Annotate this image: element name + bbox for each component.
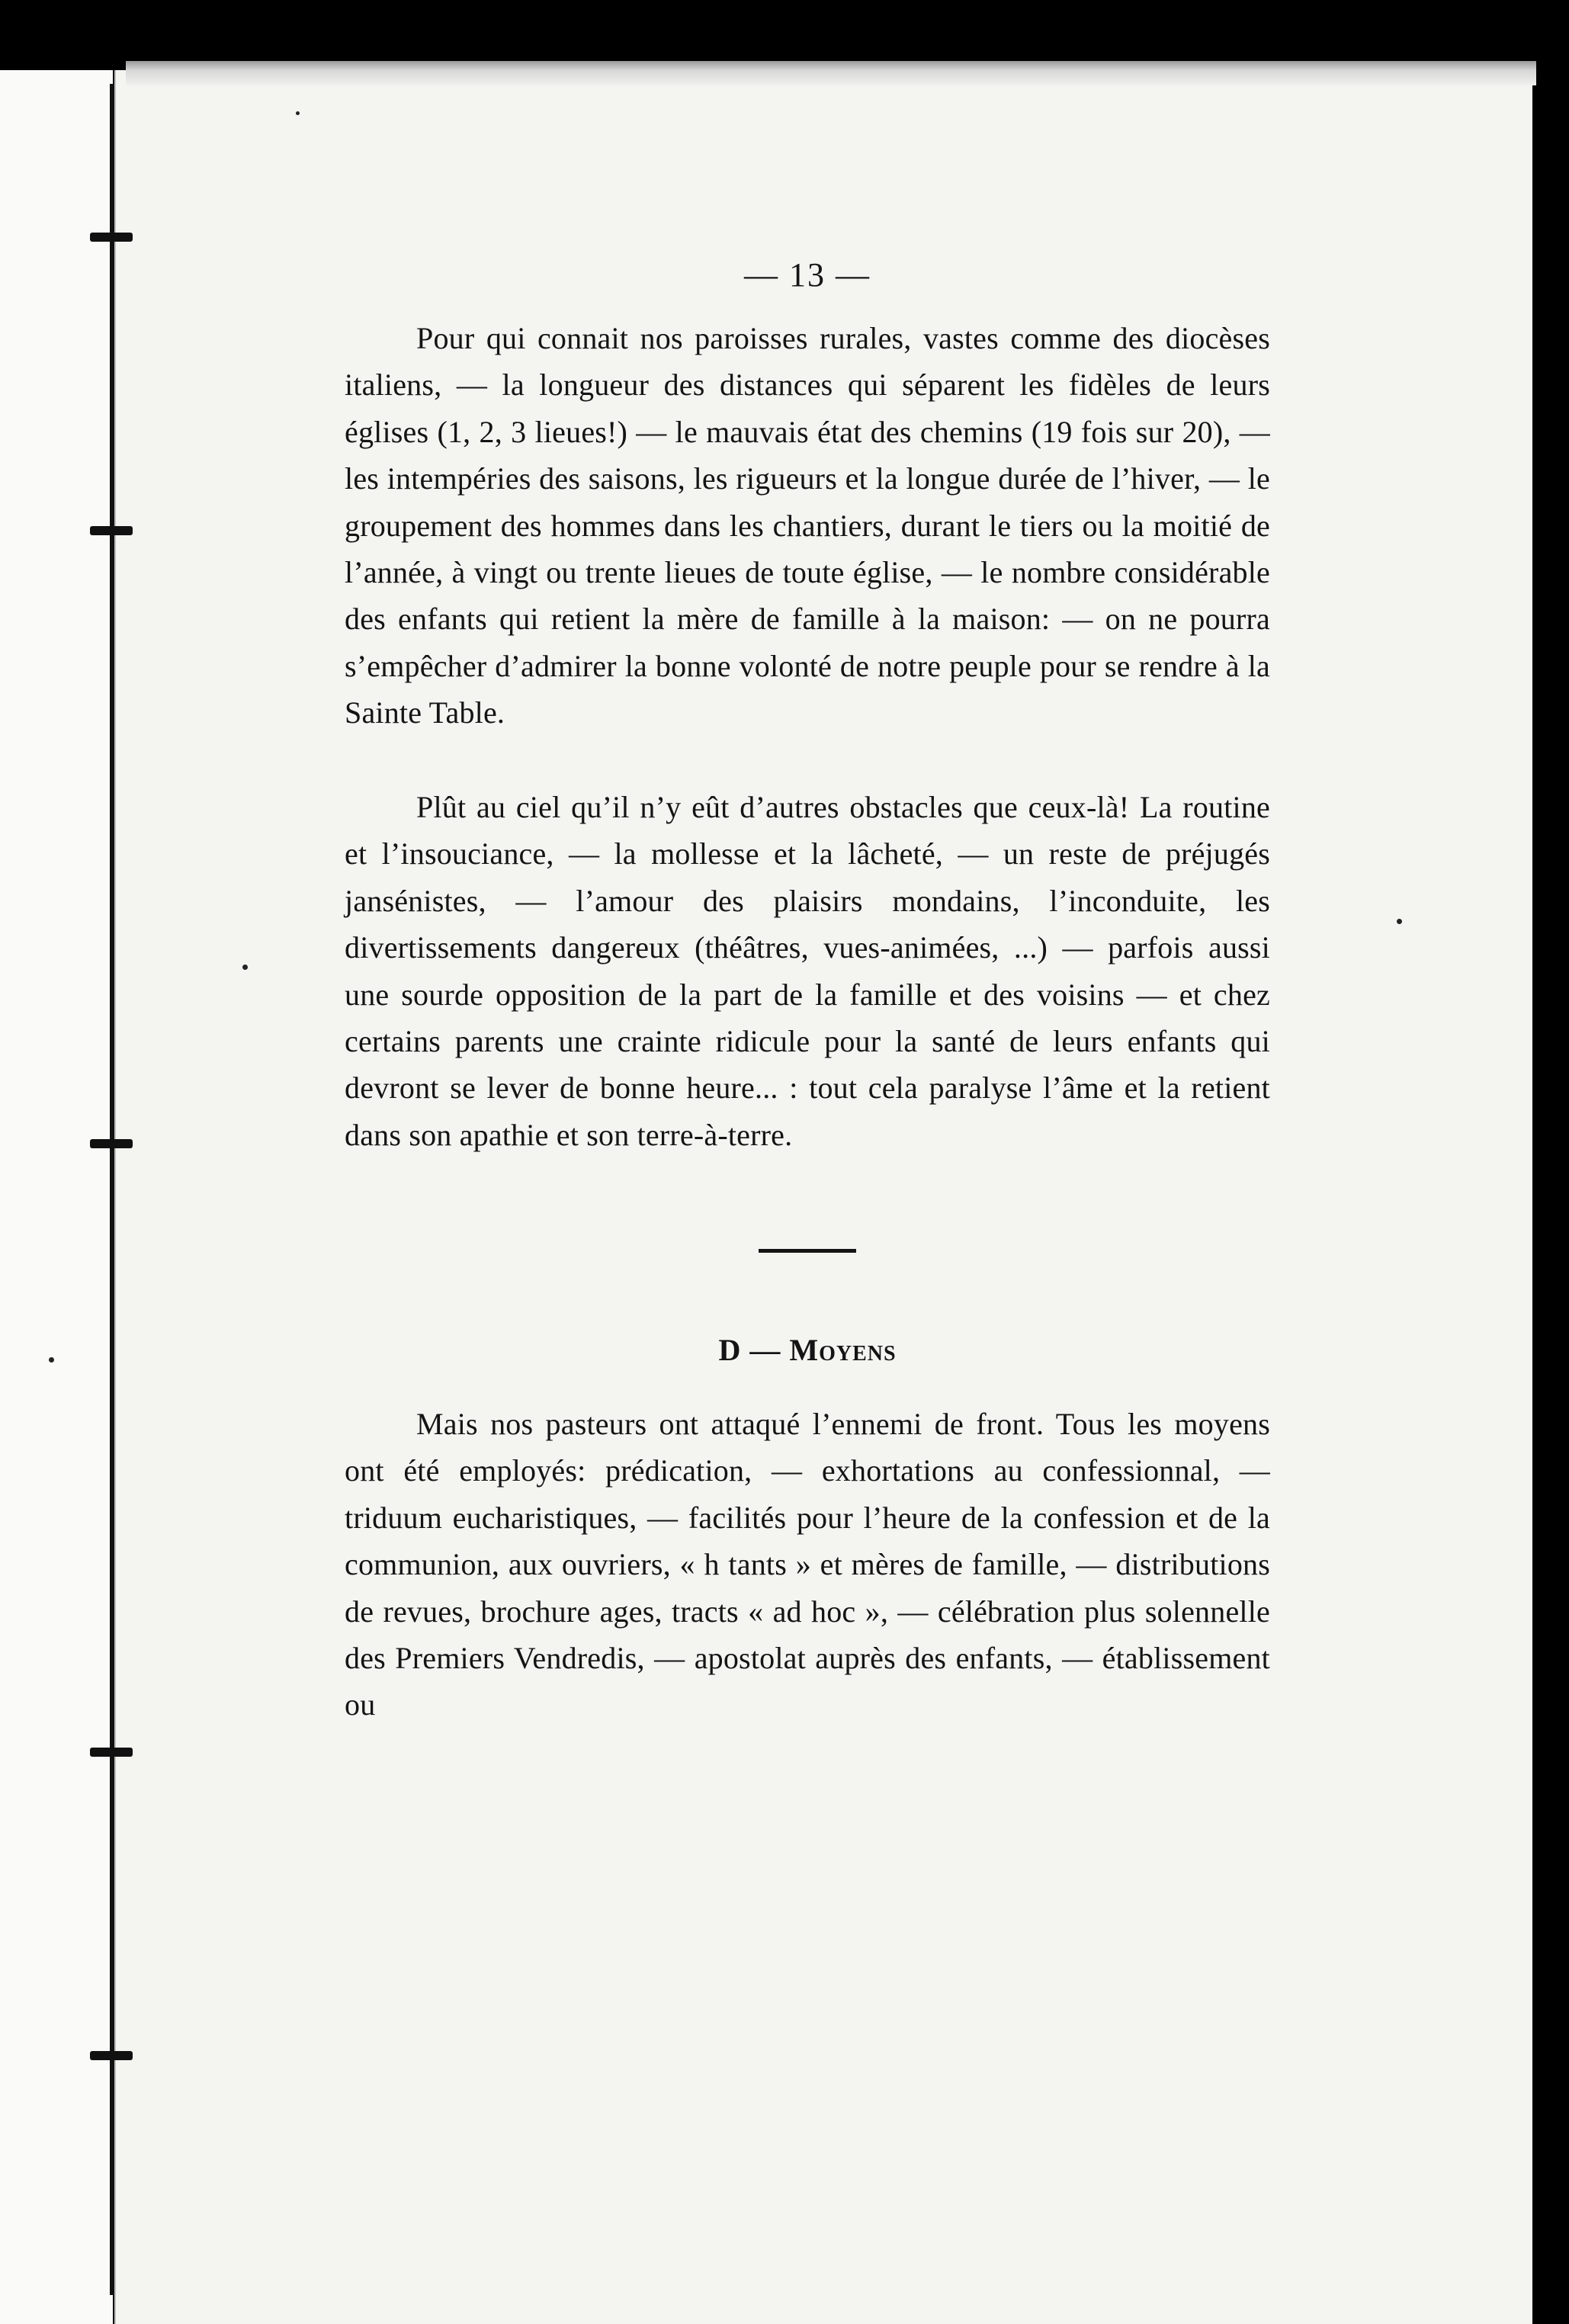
page-top-edge bbox=[126, 61, 1536, 85]
binding-mark bbox=[90, 1139, 133, 1148]
binding-line bbox=[110, 84, 114, 2295]
scan-speck bbox=[296, 111, 300, 115]
section-heading: D — Moyens bbox=[718, 1333, 897, 1367]
binding-mark bbox=[90, 2051, 133, 2060]
body-paragraph bbox=[345, 1401, 1270, 1729]
paragraph-text: Pour qui connait nos paroisses rurales, vastes comme des diocèses italiens, — la longueur des distances qui séparent les fidèles de leurs églises (1, 2, 3 lieues!) — le mauvais état des chemins (19 fois sur 20), — les intempéries des saisons, les rigueurs et la longue durée de l’hiver, — le groupement des hommes dans les chantiers, durant le tiers ou la moitié de l’année, à vingt ou trente lieues de toute église, — le nombre considérable des enfants qui retient la mère de famille à la maison: — on ne pourra s’empêcher d’admirer la bonne volonté de notre peuple pour se rendre à la Sainte Table. bbox=[345, 321, 1270, 730]
binding-mark bbox=[90, 233, 133, 242]
scan-speck bbox=[242, 965, 248, 970]
scan-speck bbox=[49, 1357, 54, 1363]
paragraph-text: Mais nos pasteurs ont attaqué l’ennemi de front. Tous les moyens ont été employés: prédication, — exhortations au confessionnal, — triduum eucharistiques, — facilités pour l’heure de la confession et de la communion, aux ouvriers, « h tants » et mères de famille, — distributions de revues, brochure ages, tracts « ad hoc », — célébration plus solennelle des Premiers Vendredis, — apostolat auprès des enfants, — établissement ou bbox=[345, 1407, 1270, 1722]
binding-mark bbox=[90, 1748, 133, 1757]
body-paragraph bbox=[345, 784, 1270, 1158]
binding-mark bbox=[90, 526, 133, 535]
page-number: — 13 — bbox=[744, 256, 871, 294]
scan-speck bbox=[1397, 919, 1402, 924]
paragraph-text: Plût au ciel qu’il n’y eût d’autres obstacles que ceux-là! La routine et l’insouciance, — la mollesse et la lâcheté, — un reste de préjugés jansénistes, — l’amour des plaisirs mondains, l’inconduite, les divertissements dangereux (théâtres, vues-animées, ...) — parfois aussi une sourde opposition de la part de la famille et des voisins — et chez certains parents une crainte ridicule pour la santé de leurs enfants qui devront se lever de bonne heure... : tout cela paralyse l’âme et la retient dans son apathie et son terre-à-terre. bbox=[345, 790, 1270, 1152]
section-divider bbox=[759, 1249, 856, 1253]
body-paragraph bbox=[345, 315, 1270, 737]
left-margin-strip bbox=[0, 70, 113, 2324]
